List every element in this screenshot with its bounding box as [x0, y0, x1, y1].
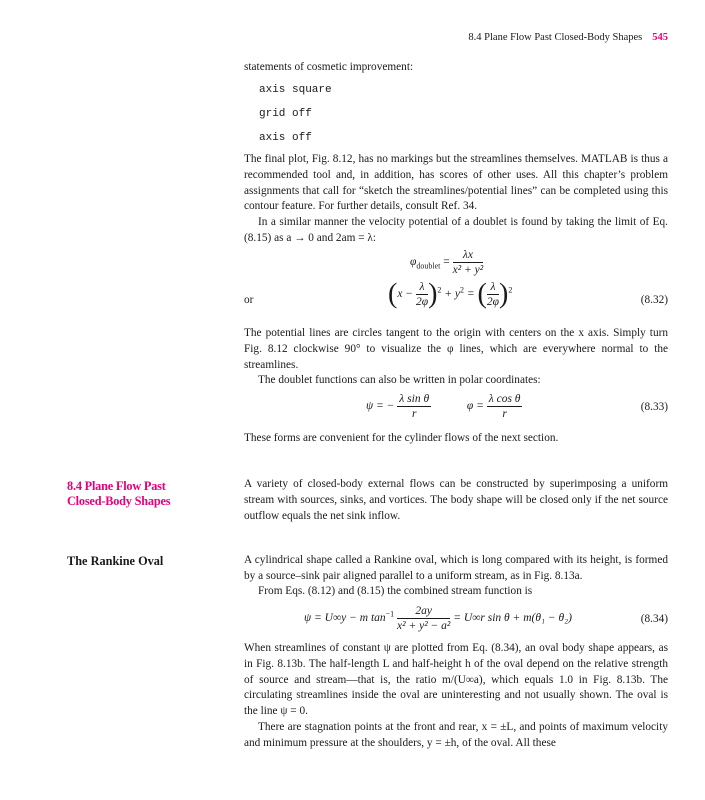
equation-8-32: (x − $\frac{\lambda}{2\varphi}$ )$^2 + y^2$ = ( $\frac{\lambda}{2\varphi}$ )$^2$	[388, 278, 513, 310]
paragraph-rankine: A cylindrical shape called a Rankine oval, which is long compared with its height, is formed by a source–sink pair aligned parallel to a uniform stream, as in Fig. 8.13a.	[244, 554, 668, 582]
eq-834-numerator: 2ay	[397, 604, 450, 619]
equation-number-8-34: (8.34)	[640, 613, 668, 625]
equation-8-33	[366, 392, 522, 421]
paragraph-forms: These forms are convenient for the cylinder flows of the next section.	[244, 432, 559, 444]
eq-834-lhs: ψ = U∞y − m tan	[304, 612, 386, 625]
eq-psi-lhs: ψ = −	[366, 400, 395, 413]
subsection-heading: The Rankine Oval	[67, 554, 164, 568]
page-number: 545	[652, 32, 668, 43]
eq-doublet-denominator: x² + y²	[452, 264, 484, 276]
eq-phi-denominator: r	[502, 408, 507, 420]
paragraph-doublet-intro: In a similar manner the velocity potential of a doublet is found by taking the limit of Eq. (8.15) as a → 0 and 2am = λ:	[244, 216, 668, 244]
running-header	[468, 32, 668, 43]
eq-psi-numerator: λ sin θ	[399, 393, 430, 405]
code-line-axis-square: axis square	[259, 84, 332, 96]
equation-number-8-33: (8.33)	[640, 401, 668, 413]
eq-doublet-fraction	[453, 248, 484, 277]
paragraph-cosmetic: statements of cosmetic improvement:	[244, 61, 414, 73]
eq-doublet-numerator: λx	[453, 248, 484, 263]
section-heading-line2: Closed-Body Shapes	[67, 494, 171, 508]
running-title: 8.4 Plane Flow Past Closed-Body Shapes	[468, 32, 643, 43]
eq-doublet-equals: =	[443, 256, 450, 269]
equation-number-8-32: (8.32)	[640, 294, 668, 306]
code-line-axis-off: axis off	[259, 132, 312, 144]
eq-doublet-subscript: doublet	[416, 261, 441, 271]
section-heading-line1: 8.4 Plane Flow Past	[67, 479, 166, 493]
eq-psi-denominator: r	[411, 408, 417, 420]
paragraph-polar: The doublet functions can also be written in polar coordinates:	[258, 374, 541, 386]
eq-phi-lhs: φ =	[466, 400, 484, 413]
eq-doublet-lhs: φ	[410, 256, 417, 269]
section-heading	[67, 479, 170, 509]
paragraph-final-plot: The final plot, Fig. 8.12, has no markings but the streamlines themselves. MATLAB is thus a recommended tool and, in addition, has scores of other uses. All this chapter’s problem assignments that call for “sketch the streamlines/potential lines” can be completed using this contour feature. For further details, consult Ref. 34.	[244, 153, 668, 213]
eq-834-denominator: x² + y² − a²	[397, 620, 451, 632]
eq-834-rhs: = U∞r sin θ + m(θ₁ − θ₂)	[453, 612, 572, 625]
paragraph-section-intro: A variety of closed-body external flows can be constructed by superimposing a uniform stream with sources, sinks, and vortices. The body shape will be closed only if the net source outflow equals the net sink inflow.	[244, 478, 668, 522]
eq-or-label: or	[244, 294, 254, 306]
equation-8-34: ψ = U∞y − m $\tan^{-1}$ $\frac{2ay}{\text{x² + y² − a²}}$ = U∞r sin θ + m(θ₁ − θ₂)	[304, 605, 572, 632]
paragraph-stagnation: There are stagnation points at the front and rear, x = ±L, and points of maximum velocity and minimum pressure at the shoulders, y = ±h, of the oval. All these	[244, 721, 668, 749]
equation-doublet	[410, 248, 483, 277]
paragraph-streamlines: When streamlines of constant ψ are plotted from Eq. (8.34), an oval body shape appears, as in Fig. 8.13b. The half-length L and half-height h of the oval depend on the relative strength of source and stream—that is, the ratio m/(U∞a), which equals 1.0 in Fig. 8.13b. The circulating streamlines inside the oval are uninteresting and not usually shown. The oval is the line ψ = 0.	[244, 642, 668, 718]
paragraph-circles: The potential lines are circles tangent to the origin with centers on the x axis. Simply turn Fig. 8.12 clockwise 90° to visualize the φ lines, which are everywhere normal to the streamlines.	[244, 327, 668, 371]
eq-phi-numerator: λ cos θ	[488, 393, 521, 405]
paragraph-from-eqs: From Eqs. (8.12) and (8.15) the combined stream function is	[258, 585, 533, 597]
code-line-grid-off: grid off	[259, 108, 312, 120]
